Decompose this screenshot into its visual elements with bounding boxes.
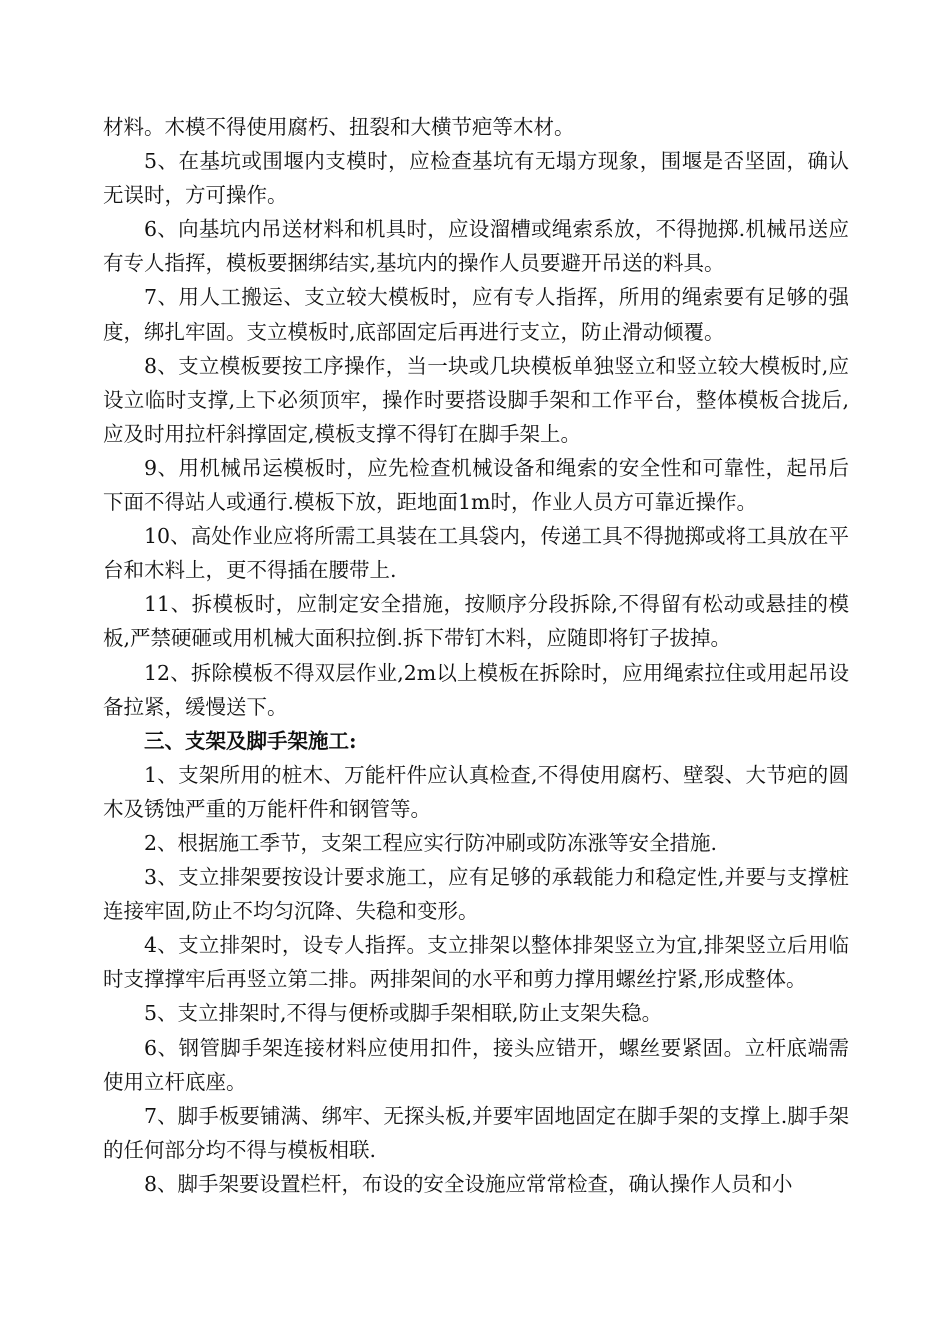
section-paragraph-7: 7、脚手板要铺满、绑牢、无探头板,并要牢固地固定在脚手架的支撑上.脚手架的任何部分均不得与模板相联. (103, 1103, 849, 1162)
section-paragraph-4: 4、支立排架时，设专人指挥。支立排架以整体排架竖立为宜,排架竖立后用临时支撑撑牢后再竖立第二排。两排架间的水平和剪力撑用螺丝拧紧,形成整体。 (103, 933, 849, 992)
paragraph-item-8: 8、支立模板要按工序操作，当一块或几块模板单独竖立和竖立较大模板时,应设立临时支撑,上下必须顶牢，操作时要搭设脚手架和工作平台，整体模板合拢后,应及时用拉杆斜撑固定,模板支撑不得钉在脚手架上。 (103, 353, 849, 446)
section-paragraph-5: 5、支立排架时,不得与便桥或脚手架相联,防止支架失稳。 (144, 1001, 663, 1026)
section-paragraph-6: 6、钢管脚手架连接材料应使用扣件，接头应错开，螺丝要紧固。立杆底端需使用立杆底座。 (103, 1035, 849, 1094)
paragraph-item-7: 7、用人工搬运、支立较大模板时，应有专人指挥，所用的绳索要有足够的强度，绑扎牢固。支立模板时,底部固定后再进行支立，防止滑动倾覆。 (103, 285, 849, 344)
paragraph-item-11: 11、拆模板时，应制定安全措施，按顺序分段拆除,不得留有松动或悬挂的模板,严禁硬砸或用机械大面积拉倒.拆下带钉木料，应随即将钉子拔掉。 (103, 592, 849, 651)
section-paragraph-2: 2、根据施工季节，支架工程应实行防冲刷或防冻涨等安全措施. (144, 830, 718, 855)
paragraph-item-12: 12、拆除模板不得双层作业,2m以上模板在拆除时，应用绳索拉住或用起吊设备拉紧，缓慢送下。 (103, 660, 849, 719)
paragraph-continuation: 材料。木模不得使用腐朽、扭裂和大横节疤等木材。 (103, 115, 575, 139)
paragraph-item-6: 6、向基坑内吊送材料和机具时，应设溜槽或绳索系放，不得抛掷.机械吊送应有专人指挥，模板要捆绑结实,基坑内的操作人员要避开吊送的料具。 (103, 217, 849, 276)
section-heading: 三、支架及脚手架施工: (144, 728, 357, 753)
paragraph-item-9: 9、用机械吊运模板时，应先检查机械设备和绳索的安全性和可靠性，起吊后下面不得站人或通行.模板下放，距地面1m时，作业人员方可靠近操作。 (103, 455, 849, 515)
section-paragraph-3: 3、支立排架要按设计要求施工，应有足够的承载能力和稳定性,并要与支撑桩连接牢固,防止不均匀沉降、失稳和变形。 (103, 865, 849, 924)
section-paragraph-8: 8、脚手架要设置栏杆，布设的安全设施应常常检查，确认操作人员和小 (144, 1171, 793, 1196)
paragraph-item-5: 5、在基坑或围堰内支模时，应检查基坑有无塌方现象，围堰是否坚固，确认无误时，方可操作。 (103, 149, 849, 208)
paragraph-item-10: 10、高处作业应将所需工具装在工具袋内，传递工具不得抛掷或将工具放在平台和木料上，更不得插在腰带上. (103, 524, 849, 583)
section-paragraph-1: 1、支架所用的桩木、万能杆件应认真检查,不得使用腐朽、壁裂、大节疤的圆木及锈蚀严重的万能杆件和钢管等。 (103, 762, 849, 821)
document-page (103, 110, 849, 1201)
